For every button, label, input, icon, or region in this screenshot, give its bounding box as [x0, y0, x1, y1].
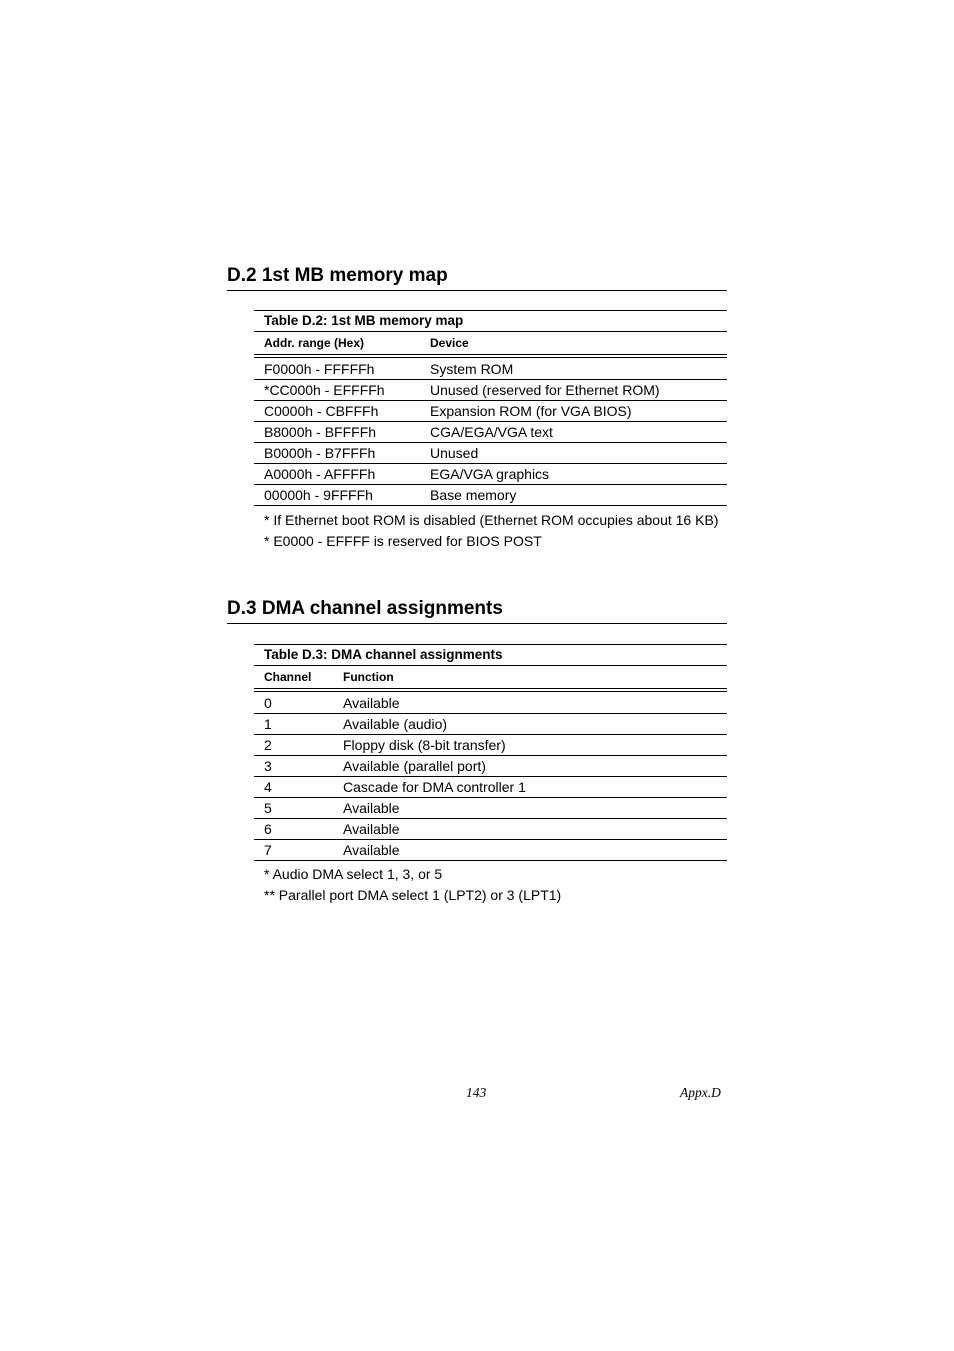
table-row	[254, 735, 727, 756]
table-cell: 5	[264, 800, 272, 816]
table-cell: B8000h - BFFFFh	[264, 424, 377, 440]
table-cell: System ROM	[430, 361, 514, 377]
table-cell: 3	[264, 758, 272, 774]
table-cell: Available	[343, 842, 400, 858]
memory-map-table	[254, 310, 727, 506]
appendix-label: Appx.D	[680, 1085, 721, 1100]
dma-notes	[264, 864, 561, 906]
section-heading-memory-map: D.2 1st MB memory map	[227, 265, 727, 291]
table-row	[254, 756, 727, 777]
column-header-function: Function	[343, 670, 394, 684]
footnote: * E0000 - EFFFF is reserved for BIOS POST	[264, 533, 542, 549]
table-row	[254, 401, 727, 422]
section-heading-dma-channels: D.3 DMA channel assignments	[227, 598, 727, 624]
table-cell: Available	[343, 695, 400, 711]
footnote: * If Ethernet boot ROM is disabled (Ethernet ROM occupies about 16 KB)	[264, 512, 719, 528]
table-cell: 7	[264, 842, 272, 858]
table-cell: 0	[264, 695, 272, 711]
table-cell: B0000h - B7FFFh	[264, 445, 376, 461]
table-cell: 1	[264, 716, 272, 732]
table-header	[254, 666, 727, 689]
table-cell: Available (audio)	[343, 716, 448, 732]
memory-map-notes	[264, 510, 718, 552]
dma-channel-table	[254, 644, 727, 861]
table-cell: Base memory	[430, 487, 517, 503]
table-cell: Available	[343, 821, 400, 837]
table-cell: Available	[343, 800, 400, 816]
table-cell: Cascade for DMA controller 1	[343, 779, 526, 795]
column-header-addr-range: Addr. range (Hex)	[264, 336, 365, 350]
table-row	[254, 777, 727, 798]
page-number: 143	[466, 1085, 487, 1100]
table-row	[254, 443, 727, 464]
table-cell: Floppy disk (8-bit transfer)	[343, 737, 506, 753]
table-row	[254, 714, 727, 735]
table-cell: 2	[264, 737, 272, 753]
footnote: ** Parallel port DMA select 1 (LPT2) or 3 (LPT1)	[264, 887, 562, 903]
table-caption: Table D.3: DMA channel assignments	[254, 644, 727, 666]
table-cell: *CC000h - EFFFFh	[264, 382, 385, 398]
table-caption: Table D.2: 1st MB memory map	[254, 310, 727, 332]
table-row	[254, 380, 727, 401]
table-row	[254, 819, 727, 840]
column-header-channel: Channel	[264, 670, 312, 684]
table-header	[254, 332, 727, 355]
table-cell: 4	[264, 779, 272, 795]
table-cell: EGA/VGA graphics	[430, 466, 550, 482]
table-cell: 00000h - 9FFFFh	[264, 487, 373, 503]
table-body	[254, 359, 727, 506]
table-cell: CGA/EGA/VGA text	[430, 424, 553, 440]
table-cell: Unused	[430, 445, 479, 461]
table-cell: F0000h - FFFFFh	[264, 361, 375, 377]
table-cell: C0000h - CBFFFh	[264, 403, 379, 419]
table-row	[254, 798, 727, 819]
table-cell: Expansion ROM (for VGA BIOS)	[430, 403, 632, 419]
table-cell: 6	[264, 821, 272, 837]
column-header-device: Device	[430, 336, 469, 350]
table-cell: Unused (reserved for Ethernet ROM)	[430, 382, 660, 398]
footnote: * Audio DMA select 1, 3, or 5	[264, 866, 443, 882]
table-row	[254, 359, 727, 380]
table-row	[254, 422, 727, 443]
table-body	[254, 693, 727, 861]
table-row	[254, 464, 727, 485]
table-cell: A0000h - AFFFFh	[264, 466, 376, 482]
table-row	[254, 485, 727, 506]
table-row	[254, 693, 727, 714]
table-row	[254, 840, 727, 861]
table-cell: Available (parallel port)	[343, 758, 486, 774]
